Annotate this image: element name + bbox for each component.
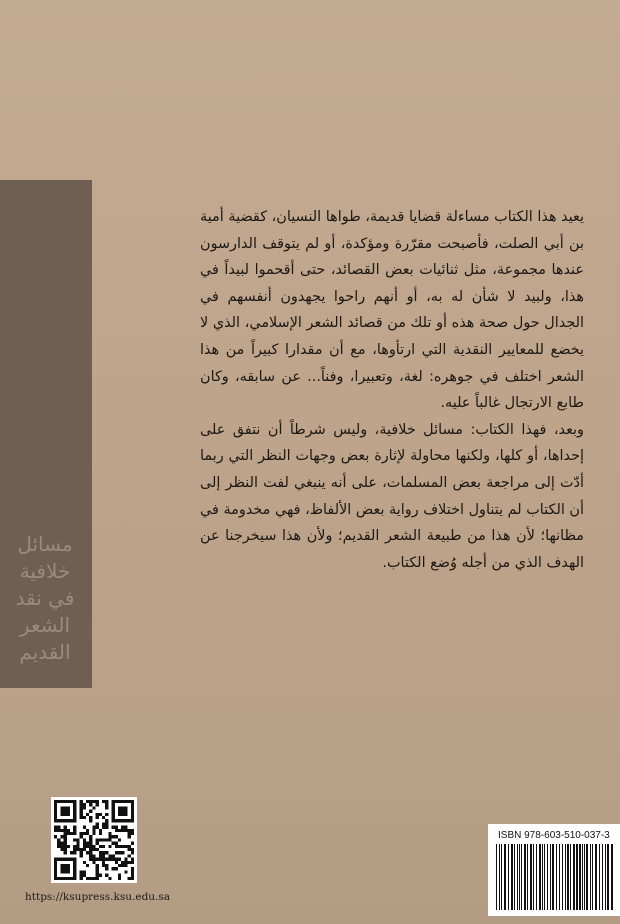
spine-title-line: القديم [19, 640, 71, 664]
back-cover-blurb [200, 204, 584, 576]
isbn-barcode-block [488, 824, 620, 916]
blurb-paragraph: يعيد هذا الكتاب مساءلة قضايا قديمة، طواها النسيان، كقضية أمية بن أبي الصلت، فأصبحت مقرّرة ومؤكدة، أو لم يتوقف الدارسون عندها مجموعة، مثل ثنائيات بعض القصائد، حتى أقحموا لبيداً في هذا، ولبيد لا شأن له به، أو أنهم راحوا يجهدون أنفسهم في الجدال حول صحة هذه أو تلك من قصائد الشعر الإسلامي، الذي لا يخضع للمعايير النقدية التي ارتأوها، مع أن مقدارا كبيراً من هذا الشعر اختلف في جوهره: لغة، وتعبيرا، وفناً... عن سابقه، وكان طابع الارتجال غالباً عليه. [200, 209, 584, 412]
spine-title-line: مسائل [17, 532, 73, 556]
barcode-icon [494, 844, 616, 910]
spine-title-line: خلافية [19, 559, 71, 583]
spine-title-panel [0, 180, 92, 688]
spine-title [4, 531, 86, 666]
blurb-paragraph: وبعد، فهذا الكتاب: مسائل خلافية، وليس شرطاً أن نتفق على إحداها، أو كلها، ولكنها محاولة لإثارة بعض وجهات النظر التي ربما أدّت إلى مراجعة بعض المسلمات، على أنه ينبغي لفت النظر إلى أن الكتاب لم يتناول اختلاف رواية بعض الألفاظ، فهي مخدومة في مظانها؛ لأن هذا من طبيعة الشعر القديم؛ ولأن هذا سيخرجنا عن الهدف الذي من أجله وُضع الكتاب. [200, 421, 584, 571]
isbn-number: ISBN 978-603-510-037-3 [498, 830, 610, 841]
publisher-url[interactable]: https://ksupress.ksu.edu.sa [25, 891, 171, 903]
qr-code-icon [51, 797, 137, 883]
spine-title-line: في نقد [15, 586, 75, 610]
spine-title-line: الشعر [19, 613, 71, 637]
